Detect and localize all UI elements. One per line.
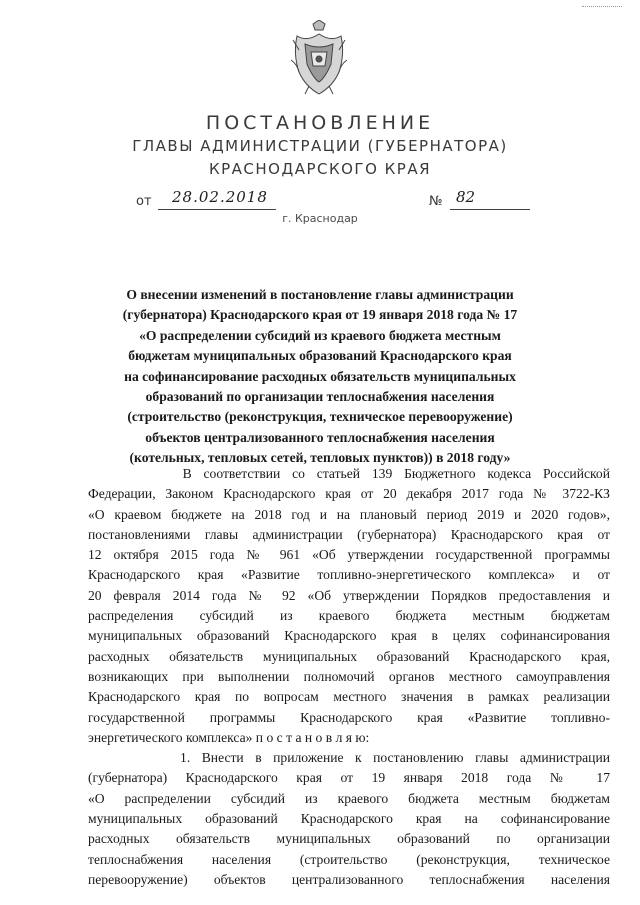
body-line: возникающих при выполнении полномочий органов местного самоуправления [88, 668, 610, 684]
body-line: «О краевом бюджете на 2018 год и на плановый период 2019 и 2020 годов», [88, 506, 610, 522]
date-prefix: от [136, 194, 152, 209]
number-prefix: № [429, 194, 443, 209]
body-line: 12 октября 2015 года № 961 «Об утверждении государственной программы [88, 547, 610, 563]
body-line: Краснодарского края по вопросам местного значения в рамках реализации [88, 689, 610, 705]
document-title [108, 285, 532, 469]
body-line: 20 февраля 2014 года № 92 «Об утверждении Порядков предоставления и [88, 587, 610, 603]
date-field [158, 190, 276, 210]
city-label: г. Краснодар [282, 212, 358, 225]
title-line: (котельных, тепловых сетей, тепловых пунктов)) в 2018 году» [129, 450, 511, 466]
coat-of-arms-icon [291, 20, 347, 96]
body-line: государственной программы Краснодарского края «Развитие топливно- [88, 709, 610, 725]
title-line: О внесении изменений в постановление главы администрации [126, 287, 514, 302]
document-type-heading: ПОСТАНОВЛЕНИЕ [205, 112, 435, 134]
body-line: В соответствии со статьей 139 Бюджетного кодекса Российской [88, 466, 610, 481]
scan-mark [582, 6, 622, 7]
title-line: на софинансирование расходных обязательств муниципальных [124, 368, 516, 384]
date-number-row [0, 190, 640, 214]
body-line: муниципальных образований Краснодарского края на софинансирование [88, 811, 610, 827]
title-line: образований по организации теплоснабжения населения [145, 389, 495, 405]
document-body [88, 464, 610, 890]
body-line: расходных обязательств муниципальных образований по организации [88, 831, 610, 847]
body-line: теплоснабжения населения (строительство (реконструкция, техническое [88, 851, 610, 867]
body-line: муниципальных образований Краснодарского края в целях софинансирования [88, 628, 610, 644]
body-line: 1. Внести в приложение к постановлению главы администрации [88, 750, 610, 766]
title-line: бюджетам муниципальных образований Краснодарского края [128, 348, 512, 364]
title-line: (строительство (реконструкция, техническое перевооружение) [127, 409, 513, 425]
handwritten-number: 82 [456, 188, 476, 206]
number-field [450, 190, 530, 210]
body-line: распределения субсидий из краевого бюджета местным бюджетам [88, 608, 610, 624]
body-line: Федерации, Законом Краснодарского края от 20 декабря 2017 года № 3722-КЗ [88, 486, 610, 502]
body-line: постановлениями главы администрации (губернатора) Краснодарского края от [88, 526, 610, 542]
body-line: (губернатора) Краснодарского края от 19 января 2018 года № 17 [88, 770, 610, 786]
handwritten-date: 28.02.2018 [172, 188, 268, 206]
body-line: «О распределении субсидий из краевого бюджета местным бюджетам [88, 790, 610, 806]
issuer-heading-line-1: ГЛАВЫ АДМИНИСТРАЦИИ (ГУБЕРНАТОРА) [132, 137, 508, 155]
body-line: Краснодарского края «Развитие топливно-энергетического комплекса» и от [88, 567, 610, 583]
title-line: (губернатора) Краснодарского края от 19 января 2018 года № 17 [122, 307, 518, 323]
body-line: энергетического комплекса» п о с т а н о в л я ю: [88, 729, 370, 745]
title-line: «О распределении субсидий из краевого бюджета местным [139, 327, 501, 343]
body-line: перевооружение) объектов централизованного теплоснабжения населения [88, 871, 610, 887]
issuer-heading-line-2: КРАСНОДАРСКОГО КРАЯ [208, 160, 432, 178]
body-line: расходных обязательств муниципальных образований Краснодарского края, [88, 648, 610, 664]
title-line: объектов централизованного теплоснабжения населения [145, 429, 495, 445]
